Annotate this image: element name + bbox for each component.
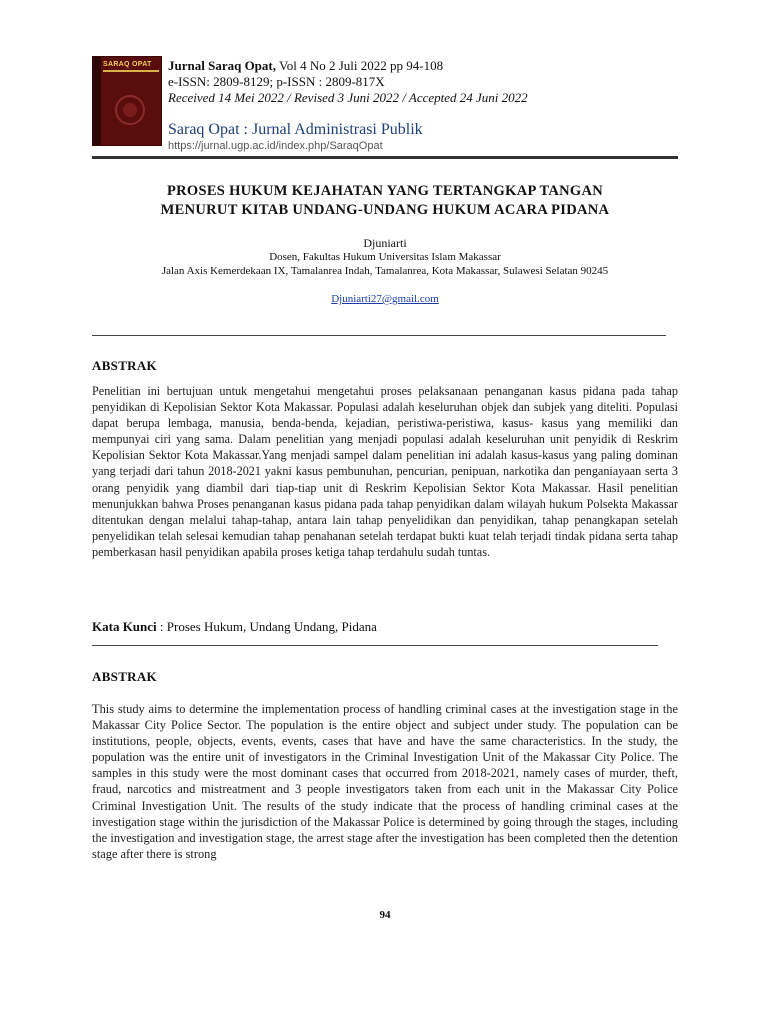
journal-url-link[interactable]: https://jurnal.ugp.ac.id/index.php/SaraqOpat (168, 140, 383, 152)
author-address: Jalan Axis Kemerdekaan IX, Tamalanrea Indah, Tamalanrea, Kota Makassar, Sulawesi Selatan 90245 (161, 265, 609, 277)
page-number: 94 (379, 909, 391, 921)
keywords-values: : Proses Hukum, Undang Undang, Pidana (156, 619, 377, 634)
cover-spine (93, 57, 101, 145)
cover-title: SARAQ OPAT (103, 61, 152, 68)
article-title-line-1: PROSES HUKUM KEJAHATAN YANG TERTANGKAP TANGAN (166, 183, 604, 199)
cover-rule (103, 70, 159, 72)
abstract-text-en: This study aims to determine the implementation process of handling criminal cases at the investigation stage in the Makassar City Police Sector. The population is the entire object and subject under study. The population can be institutions, people, objects, events, events, cases that have and have the same characteristics. In the study, the population was the entire unit of investigators in the Criminal Investigation Unit of the Makassar City Police. The samples in this study were the most dominant cases that occurred from 2018-2021, namely cases of murder, theft, fraud, narcotics and mistreatment and 3 people investigators taken from each unit in the Makassar City Police Criminal Investigation Unit. The results of the study indicate that the process of handling criminal cases at the investigation stage within the jurisdiction of the Makassar Police is determined by going through the stages, including the investigation and investigation stage, the arrest stage after the investigation has been completed then the detention stage after there is strong (92, 702, 678, 861)
author-affiliation: Dosen, Fakultas Hukum Universitas Islam Makassar (269, 251, 501, 263)
author-email-link[interactable]: Djuniarti27@gmail.com (331, 293, 439, 305)
submission-dates: Received 14 Mei 2022 / Revised 3 Juni 2022 / Accepted 24 Juni 2022 (168, 90, 528, 105)
keywords-label: Kata Kunci (92, 619, 157, 634)
volume-info: Vol 4 No 2 Juli 2022 pp 94-108 (276, 58, 444, 73)
journal-citation (168, 58, 443, 74)
article-title-line-2: MENURUT KITAB UNDANG-UNDANG HUKUM ACARA PIDANA (160, 202, 610, 218)
header-divider (92, 156, 678, 159)
journal-name: Jurnal Saraq Opat, (168, 58, 276, 73)
abstract-heading-en: ABSTRAK (92, 669, 157, 684)
abstract-heading-id: ABSTRAK (92, 358, 157, 373)
cover-emblem-center-icon (123, 103, 137, 117)
keywords-divider (92, 645, 658, 646)
keywords-line (92, 619, 377, 635)
publication-name: Saraq Opat : Jurnal Administrasi Publik (168, 121, 423, 138)
abstract-text-id: Penelitian ini bertujuan untuk mengetahui mengetahui proses pelaksanaan penanganan kasus pidana pada tahap penyidikan di Kepolisian Sektor Kota Makassar. Populasi adalah keseluruhan objek dan subjek yang diteliti. Populasi dapat berupa lembaga, manusia, benda-benda, kejadian, peristiwa-peristiwa, kasus- kasus yang memiliki dan mempunyai ciri yang sama. Dalam penelitian yang menjadi populasi adalah keseluruhan unit penyidik di Reskrim Kepolisian Sektor Kota Makassar.Yang menjadi sampel dalam penelitian ini adalah kasus-kasus yang paling dominan yang terjadi dari tahun 2018-2021 yakni kasus pembunuhan, pencurian, penipuan, narkotika dan penganiayaan serta 3 orang penyidik yang diambil dari tiap-tiap unit di Reskrim Kepolisian Sektor Kota Makassar. Hasil penelitian menunjukkan bahwa Proses penanganan kasus pidana pada tahap penyidikan dalam wilayah hukum Polsekta Makassar ditentukan dengan melalui tahap-tahap, antara lain tahap penyelidikan dan penyidikan, tahap penangkapan setelah penyelidikan telah selesai kemudian tahap penahanan setelah terdapat bukti kuat telah terjadi tindak pidana serta tahap pemberkasan hasil penyidikan apabila proses ketiga tahap terdahulu sudah tuntas. (92, 384, 678, 559)
issn-line: e-ISSN: 2809-8129; p-ISSN : 2809-817X (168, 74, 385, 89)
author-name: Djuniarti (363, 236, 407, 250)
section-divider (92, 335, 666, 336)
journal-cover-image (92, 56, 162, 146)
